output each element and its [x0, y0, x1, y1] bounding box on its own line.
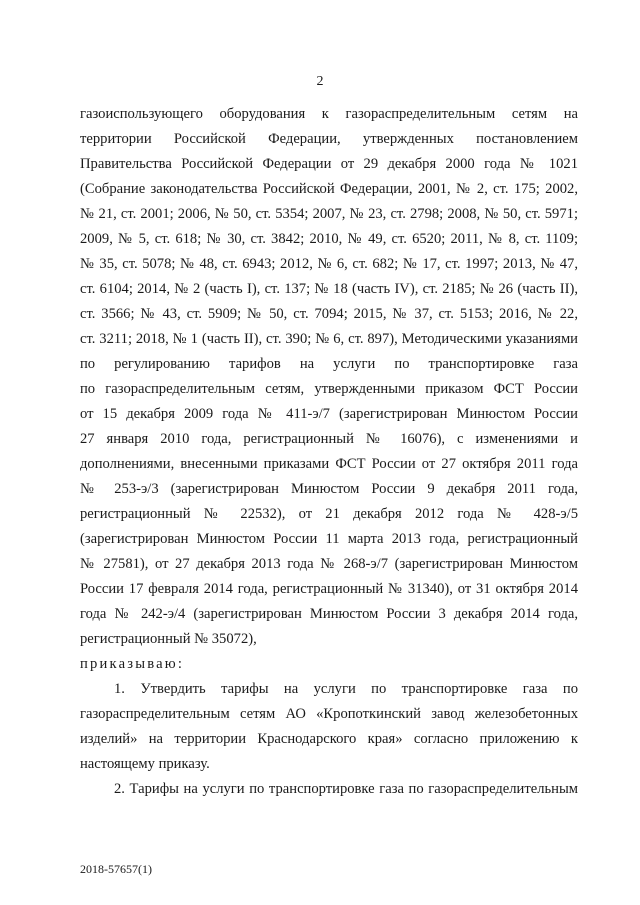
order-item-2: 2. Тарифы на услуги по транспортировке газа по газораспределительным — [114, 781, 578, 797]
text-line: (зарегистрирован Минюстом России 11 марта 2013 года, регистрационный — [80, 531, 578, 547]
text-line: территории Российской Федерации, утвержденных постановлением — [80, 131, 578, 147]
text-line: изделий» на территории Краснодарского края» согласно приложению к — [80, 731, 578, 747]
text-line: газоиспользующего оборудования к газораспределительным сетям на — [80, 106, 578, 122]
text-line: ст. 6104; 2014, № 2 (часть I), ст. 137; № 18 (часть IV), ст. 2185; № 26 (часть II), — [80, 281, 578, 297]
text-line: № 35, ст. 5078; № 48, ст. 6943; 2012, № 6, ст. 682; № 17, ст. 1997; 2013, № 47, — [80, 256, 578, 272]
text-line: (Собрание законодательства Российской Федерации, 2001, № 2, ст. 175; 2002, — [80, 181, 578, 197]
page-number: 2 — [316, 74, 324, 89]
text-line: настоящему приказу. — [80, 756, 210, 772]
text-line: года № 242-э/4 (зарегистрирован Минюстом России 3 декабря 2014 года, — [80, 606, 578, 622]
text-line: № 21, ст. 2001; 2006, № 50, ст. 5354; 2007, № 23, ст. 2798; 2008, № 50, ст. 5971; — [80, 206, 578, 222]
text-line: по газораспределительным сетям, утвержденными приказом ФСТ России — [80, 381, 578, 397]
text-line: регистрационный № 22532), от 21 декабря 2012 года № 428-э/5 — [80, 506, 578, 522]
text-line: от 15 декабря 2009 года № 411-э/7 (зарегистрирован Минюстом России — [80, 406, 578, 422]
document-body — [80, 102, 578, 802]
text-line: 2009, № 5, ст. 618; № 30, ст. 3842; 2010, № 49, ст. 6520; 2011, № 8, ст. 1109; — [80, 231, 578, 247]
text-line: Правительства Российской Федерации от 29 декабря 2000 года № 1021 — [80, 156, 578, 172]
text-line: России 17 февраля 2014 года, регистрационный № 31340), от 31 октября 2014 — [80, 581, 578, 597]
text-line: 27 января 2010 года, регистрационный № 16076), с изменениями и — [80, 431, 578, 447]
text-line: дополнениями, внесенными приказами ФСТ России от 27 октября 2011 года — [80, 456, 578, 472]
text-line: № 253-э/3 (зарегистрирован Минюстом России 9 декабря 2011 года, — [80, 481, 578, 497]
text-line: регистрационный № 35072), — [80, 631, 257, 647]
text-line: газораспределительным сетям АО «Кропоткинский завод железобетонных — [80, 706, 578, 722]
text-line: ст. 3211; 2018, № 1 (часть II), ст. 390; № 6, ст. 897), Методическими указаниями — [80, 331, 578, 347]
order-keyword: приказываю: — [80, 656, 185, 672]
text-line: по регулированию тарифов на услуги по транспортировке газа — [80, 356, 578, 372]
text-line: № 27581), от 27 декабря 2013 года № 268-э/7 (зарегистрирован Минюстом — [80, 556, 578, 572]
order-item-1: 1. Утвердить тарифы на услуги по транспортировке газа по — [114, 681, 578, 697]
document-code: 2018-57657(1) — [80, 862, 152, 876]
text-line: ст. 3566; № 43, ст. 5909; № 50, ст. 7094; 2015, № 37, ст. 5153; 2016, № 22, — [80, 306, 578, 322]
